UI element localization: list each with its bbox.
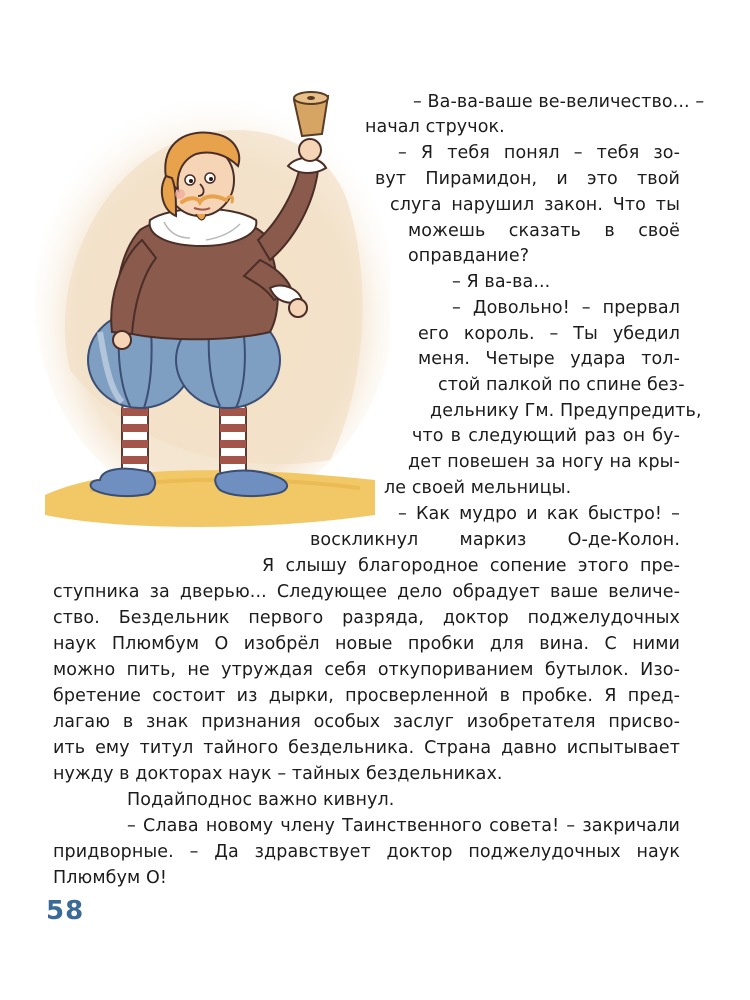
text-line: ство. Бездельник первого разряда, доктор поджелудочных — [53, 608, 680, 628]
text-line: наук Плюмбум О изобрёл новые пробки для вина. С ними — [53, 634, 680, 654]
text-line: – Как мудро и как быстро! – — [398, 504, 680, 524]
left-shoe — [91, 469, 155, 496]
courtier-illustration — [30, 70, 390, 540]
page-number: 58 — [46, 896, 85, 926]
text-line: дельнику Гм. Предупредить, — [430, 401, 702, 421]
text-line: – Слава новому члену Таинственного совета! – закричали — [127, 816, 680, 836]
text-line: Я слышу благородное сопение этого пре- — [262, 556, 680, 576]
text-line: бретение состоит из дырки, просверленной в пробке. Я пред- — [53, 686, 680, 706]
text-line: – Довольно! – прервал — [452, 298, 680, 318]
text-line: ить ему титул тайного бездельника. Страна давно испытывает — [53, 738, 680, 758]
text-line: придворные. – Да здравствует доктор поджелудочных наук — [53, 842, 680, 862]
text-line: меня. Четыре удара тол- — [418, 349, 680, 369]
text-line: – Я тебя понял – тебя зо- — [398, 143, 680, 163]
text-line: нужду в докторах наук – тайных бездельниках. — [53, 764, 503, 784]
courtier-holding-cork-icon — [30, 70, 390, 540]
text-line: – Ва-ва-ваше ве-величество... – — [413, 92, 705, 112]
text-line: воскликнул маркиз О-де-Колон. — [310, 530, 680, 550]
text-line: вут Пирамидон, и это твой — [375, 169, 680, 189]
text-line: ступника за дверью... Следующее дело обрадует ваше величе- — [53, 582, 680, 602]
text-line: лагаю в знак признания особых заслуг изобретателя присво- — [53, 712, 680, 732]
text-line: Подайподнос важно кивнул. — [127, 790, 395, 810]
text-line: дет повешен за ногу на кры- — [408, 452, 680, 472]
text-line: начал стручок. — [365, 117, 505, 137]
text-line: его король. – Ты убедил — [418, 324, 680, 344]
text-line: Плюмбум О! — [53, 868, 167, 888]
text-line: ле своей мельницы. — [384, 478, 572, 498]
text-line: что в следующий раз он бу- — [412, 426, 680, 446]
text-line: стой палкой по спине без- — [438, 375, 685, 395]
text-line: оправдание? — [408, 246, 530, 266]
text-line: слуга нарушил закон. Что ты — [390, 195, 680, 215]
text-line: можешь сказать в своё — [408, 221, 680, 241]
text-line: – Я ва-ва... — [452, 272, 551, 292]
right-leg — [220, 400, 246, 480]
text-line: можно пить, не утруждая себя откупориванием бутылок. Изо- — [53, 660, 680, 680]
